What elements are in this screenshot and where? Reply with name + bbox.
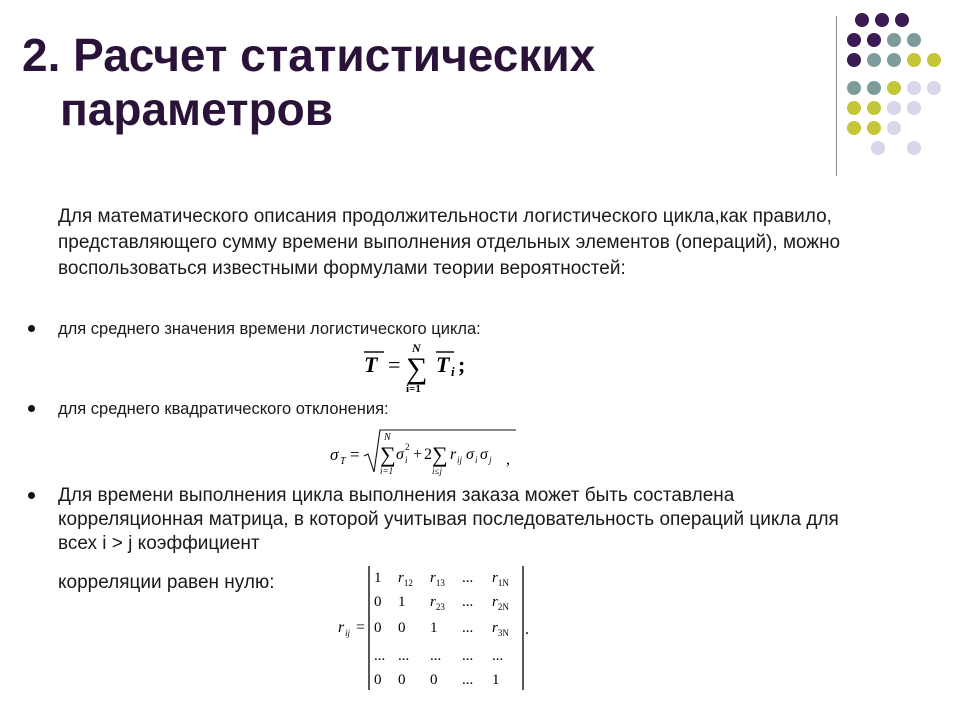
decor-dot xyxy=(887,121,901,135)
decor-dot xyxy=(907,81,921,95)
formula-matrix-lhs-sub: ij xyxy=(345,628,351,638)
decor-dot xyxy=(855,13,869,27)
decor-dot xyxy=(867,121,881,135)
formula-mean-term: T xyxy=(436,352,450,377)
decor-dot xyxy=(927,81,941,95)
formula-sigma-end: , xyxy=(506,451,510,468)
bullet-text: для среднего квадратического отклонения: xyxy=(58,400,389,418)
formula-sigma-sum2-bottom: i≤j xyxy=(432,466,442,476)
matrix-cell: 1 xyxy=(492,672,500,688)
formula-mean xyxy=(362,338,482,394)
matrix-cell: ... xyxy=(492,648,504,664)
decor-dot xyxy=(847,53,861,67)
bullet-item-sigma xyxy=(58,398,389,420)
decor-dot xyxy=(871,141,885,155)
decor-dot xyxy=(907,33,921,47)
matrix-cell: 0 xyxy=(374,672,382,688)
decor-dot xyxy=(907,101,921,115)
matrix-cell: ... xyxy=(430,648,442,664)
formula-mean-eq: = xyxy=(388,352,401,377)
formula-sigma-sum1-bottom: i=1 xyxy=(380,466,394,476)
matrix-cell: 0 xyxy=(374,620,382,636)
matrix-cell: ... xyxy=(462,570,474,586)
decor-dot xyxy=(847,33,861,47)
formula-sigma-term1-sub: i xyxy=(405,455,408,465)
matrix-cell: $r_{12}$ xyxy=(398,570,413,588)
matrix-cell: $r_{13}$ xyxy=(430,570,445,588)
formula-sigma-term2b: σ xyxy=(466,446,474,463)
matrix-cell: ... xyxy=(462,594,474,610)
formula-matrix-end: . xyxy=(525,621,529,638)
formula-sigma-term2c-sub: j xyxy=(489,455,492,465)
decor-dot xyxy=(867,33,881,47)
bullet-dot xyxy=(28,492,35,499)
formula-matrix xyxy=(336,562,536,692)
matrix-cell: $r_{3N}$ xyxy=(492,620,509,638)
decorative-dot-grid xyxy=(0,0,960,200)
decor-dot xyxy=(867,81,881,95)
formula-matrix-lhs: r xyxy=(338,619,345,636)
matrix-cell: $r_{1N}$ xyxy=(492,570,509,588)
formula-mean-sub: i xyxy=(451,364,455,379)
formula-sigma-plus: + xyxy=(413,446,423,463)
decor-dot xyxy=(867,101,881,115)
decor-dot xyxy=(895,13,909,27)
sum-icon: ∑ xyxy=(380,442,396,467)
bullet-dot xyxy=(28,405,35,412)
formula-mean-lhs: T xyxy=(364,352,378,377)
matrix-cell: ... xyxy=(462,620,474,636)
decor-dot xyxy=(887,53,901,67)
formula-sigma-term2b-sub: i xyxy=(475,455,478,465)
decor-dot xyxy=(927,53,941,67)
decor-dot xyxy=(887,33,901,47)
matrix-cell: ... xyxy=(462,648,474,664)
formula-sigma-eq: = xyxy=(350,445,360,464)
decor-dot xyxy=(907,53,921,67)
matrix-cell: $r_{2N}$ xyxy=(492,594,509,612)
decor-dot xyxy=(887,81,901,95)
decor-dot xyxy=(907,141,921,155)
formula-sigma xyxy=(328,426,518,478)
formula-sigma-term1-sup: 2 xyxy=(405,442,410,452)
formula-sigma-term2-sub: ij xyxy=(457,455,463,465)
decor-dot xyxy=(847,81,861,95)
matrix-cells xyxy=(374,570,509,688)
formula-sigma-term2c: σ xyxy=(480,446,488,463)
title-line-1: 2. Расчет статистических xyxy=(22,29,596,81)
formula-mean-sum-top: N xyxy=(412,341,421,355)
formula-sigma-sum1-top: N xyxy=(384,432,391,443)
decor-dot xyxy=(875,13,889,27)
decorative-divider-line xyxy=(836,16,837,176)
matrix-cell: 1 xyxy=(398,594,406,610)
matrix-cell: 1 xyxy=(430,620,438,636)
formula-mean-end: ; xyxy=(458,352,466,377)
matrix-cell: 0 xyxy=(374,594,382,610)
bullet-item-matrix xyxy=(58,484,858,556)
sum-icon: ∑ xyxy=(432,442,448,467)
bullet-text: для среднего значения времени логистического цикла: xyxy=(58,320,481,338)
decor-dot xyxy=(847,101,861,115)
matrix-cell: 0 xyxy=(398,672,406,688)
decor-dot xyxy=(887,101,901,115)
sigma-sum-icon: ∑ xyxy=(406,352,428,385)
matrix-label: корреляции равен нулю: xyxy=(58,572,275,593)
bullet-dot xyxy=(28,325,35,332)
title-line-2: параметров xyxy=(60,83,334,135)
matrix-cell: 0 xyxy=(398,620,406,636)
matrix-cell: ... xyxy=(374,648,386,664)
matrix-cell: 1 xyxy=(374,570,382,586)
bullet-text: Для времени выполнения цикла выполнения заказа может быть составлена корреляционная матрица, в которой учитывая последовательность операций цикла для всех i > j коэффициент xyxy=(58,485,839,554)
formula-mean-sum-bottom: i=1 xyxy=(406,383,421,394)
bullet-item-mean xyxy=(58,318,481,340)
formula-sigma-lhs: σ xyxy=(330,445,339,464)
formula-sigma-term2: r xyxy=(450,446,457,463)
decor-dot xyxy=(847,121,861,135)
formula-matrix-eq: = xyxy=(356,619,366,636)
matrix-cell: 0 xyxy=(430,672,438,688)
formula-sigma-term1: σ xyxy=(396,446,404,463)
intro-paragraph: Для математического описания продолжительности логистического цикла,как правило, представляющего сумму времени выполнения отдельных элементов (операций), можно воспользоваться известными формулами теории вероятностей: xyxy=(58,206,841,279)
formula-sigma-coef: 2 xyxy=(424,446,432,463)
matrix-cell: ... xyxy=(462,672,474,688)
formula-sigma-lhs-sub: T xyxy=(340,456,346,467)
decor-dot xyxy=(867,53,881,67)
matrix-cell: ... xyxy=(398,648,410,664)
matrix-cell: $r_{23}$ xyxy=(430,594,445,612)
